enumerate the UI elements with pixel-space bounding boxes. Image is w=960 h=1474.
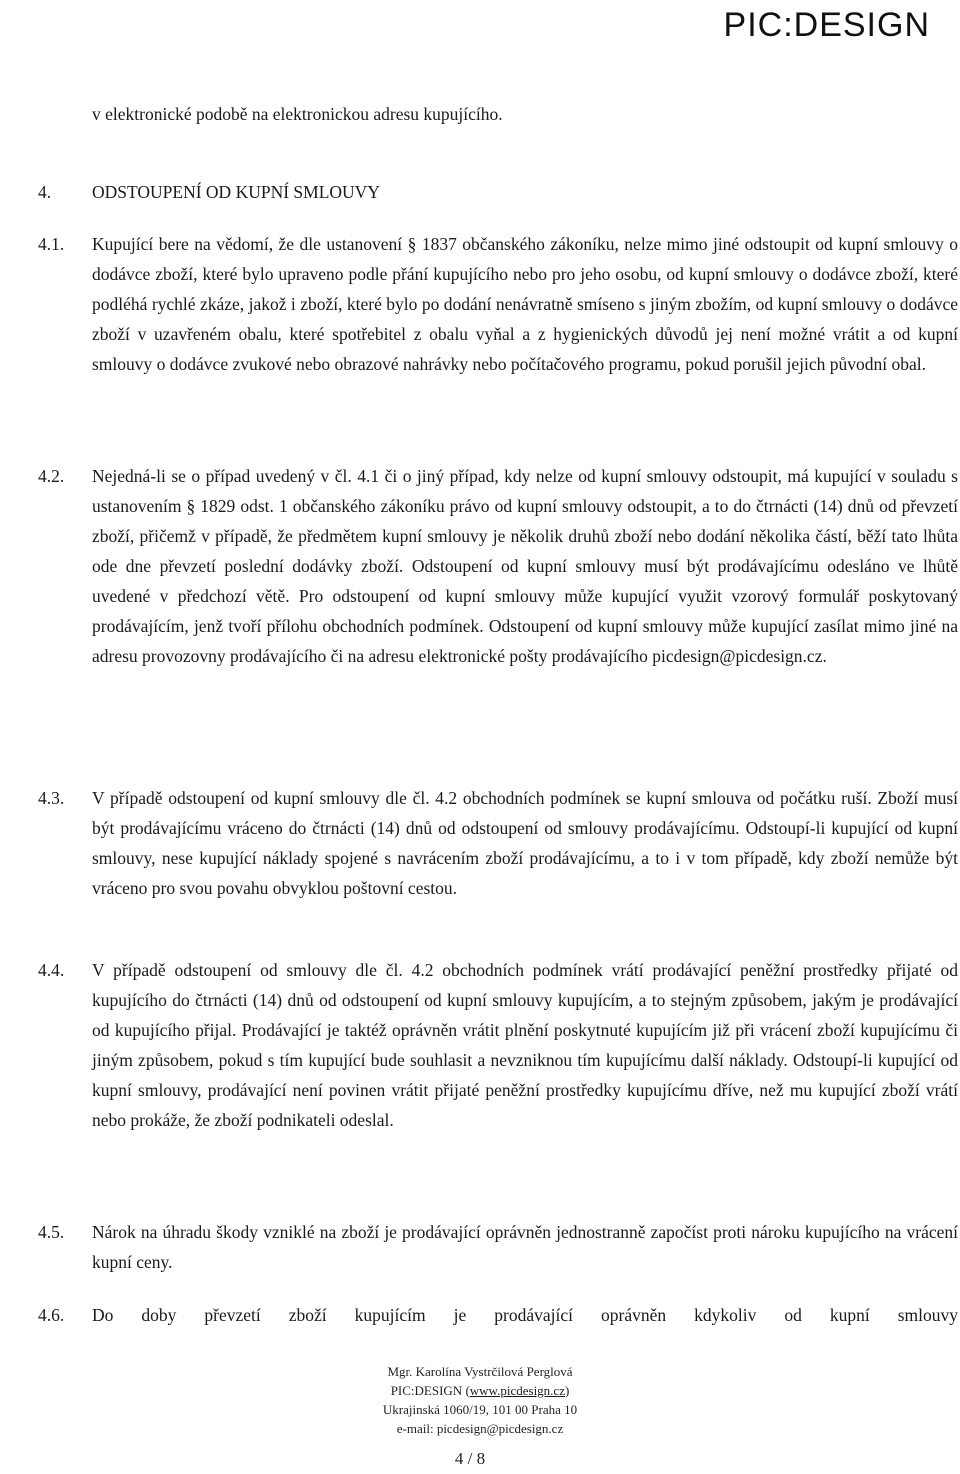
- clause-4-4: [38, 955, 958, 1135]
- clause-text: V případě odstoupení od kupní smlouvy dle čl. 4.2 obchodních podmínek se kupní smlouva od počátku ruší. Zboží musí být prodávajícímu vráceno do čtrnácti (14) dnů od odstoupení od smlouvy prodávajícímu. Odstoupí-li kupující od kupní smlouvy, nese kupující náklady spojené s navrácením zboží prodávajícímu, a to i v tom případě, kdy zboží nemůže být vráceno pro svou povahu obvyklou poštovní cestou.: [92, 788, 958, 898]
- clause-number: 4.3.: [38, 788, 65, 808]
- page-footer: [0, 1362, 960, 1438]
- intro-line: v elektronické podobě na elektronickou adresu kupujícího.: [92, 104, 503, 124]
- footer-company-prefix: PIC:DESIGN (: [390, 1383, 470, 1398]
- page-number: 4 / 8: [454, 1449, 486, 1468]
- clause-4-3: [38, 783, 958, 903]
- footer-email: e-mail: picdesign@picdesign.cz: [396, 1421, 564, 1436]
- clause-text: Nárok na úhradu škody vzniklé na zboží je prodávající oprávněn jednostranně započíst proti nároku kupujícího na vrácení kupní ceny.: [92, 1222, 958, 1272]
- footer-address: Ukrajinská 1060/19, 101 00 Praha 10: [382, 1402, 578, 1417]
- clause-text: Kupující bere na vědomí, že dle ustanovení § 1837 občanského zákoníku, nelze mimo jiné odstoupit od kupní smlouvy o dodávce zboží, které bylo upraveno podle přání kupujícího nebo pro jeho osobu, od kupní smlouvy o dodávce zboží, které podléhá rychlé zkáze, jakož i zboží, které bylo po dodání nenávratně smíseno s jiným zbožím, od kupní smlouvy o dodávce zboží v uzavřeném obalu, které spotřebitel z obalu vyňal a z hygienických důvodů jej není možné vrátit a od kupní smlouvy o dodávce zvukové nebo obrazové nahrávky nebo počítačového programu, pokud porušil jejich původní obal.: [92, 234, 958, 374]
- website-link[interactable]: www.picdesign.cz: [469, 1383, 565, 1398]
- footer-company-suffix: ): [564, 1383, 570, 1398]
- clause-number: 4.4.: [38, 960, 65, 980]
- section-title: ODSTOUPENÍ OD KUPNÍ SMLOUVY: [92, 182, 380, 202]
- clause-text: V případě odstoupení od smlouvy dle čl. 4.2 obchodních podmínek vrátí prodávající peněžní prostředky přijaté od kupujícího do čtrnácti (14) dnů od odstoupení od kupní smlouvy kupujícím, a to stejným způsobem, jakým je prodávající od kupujícího přijal. Prodávající je taktéž oprávněn vrátit plnění poskytnuté kupujícím již při vrácení zboží kupujícímu či jiným způsobem, pokud s tím kupující bude souhlasit a nevzniknou tím kupujícímu další náklady. Odstoupí-li kupující od kupní smlouvy, prodávající není povinen vrátit přijaté peněžní prostředky kupujícímu dříve, než mu kupující zboží vrátí nebo prokáže, že zboží podnikateli odeslal.: [92, 960, 958, 1130]
- footer-company: [0, 1381, 960, 1400]
- clause-number: 4.1.: [38, 234, 65, 254]
- section-heading: [38, 177, 380, 207]
- clause-4-5: [38, 1217, 958, 1277]
- clause-text: Do doby převzetí zboží kupujícím je prodávající oprávněn kdykoliv od kupní smlouvy: [92, 1305, 958, 1325]
- clause-number: 4.6.: [38, 1305, 65, 1325]
- clause-number: 4.2.: [38, 466, 65, 486]
- clause-4-2: [38, 461, 958, 671]
- clause-4-6: [38, 1300, 958, 1330]
- clause-number: 4.5.: [38, 1222, 65, 1242]
- company-logo: PIC:DESIGN: [723, 6, 930, 44]
- footer-name: Mgr. Karolína Vystrčilová Perglová: [387, 1364, 573, 1379]
- section-number: 4.: [38, 182, 52, 202]
- clause-text: Nejedná-li se o případ uvedený v čl. 4.1 či o jiný případ, kdy nelze od kupní smlouvy odstoupit, má kupující v souladu s ustanovením § 1829 odst. 1 občanského zákoníku právo od kupní smlouvy odstoupit, a to do čtrnácti (14) dnů od převzetí zboží, přičemž v případě, že předmětem kupní smlouvy je několik druhů zboží nebo dodání několika částí, běží tato lhůta ode dne převzetí poslední dodávky zboží. Odstoupení od kupní smlouvy musí být prodávajícímu odesláno ve lhůtě uvedené v předchozí větě. Pro odstoupení od kupní smlouvy může kupující využit vzorový formulář poskytovaný prodávajícím, jenž tvoří přílohu obchodních podmínek. Odstoupení od kupní smlouvy může kupující zasílat mimo jiné na adresu provozovny prodávajícího či na adresu elektronické pošty prodávajícího picdesign@picdesign.cz.: [92, 466, 958, 666]
- clause-4-1: [38, 229, 958, 379]
